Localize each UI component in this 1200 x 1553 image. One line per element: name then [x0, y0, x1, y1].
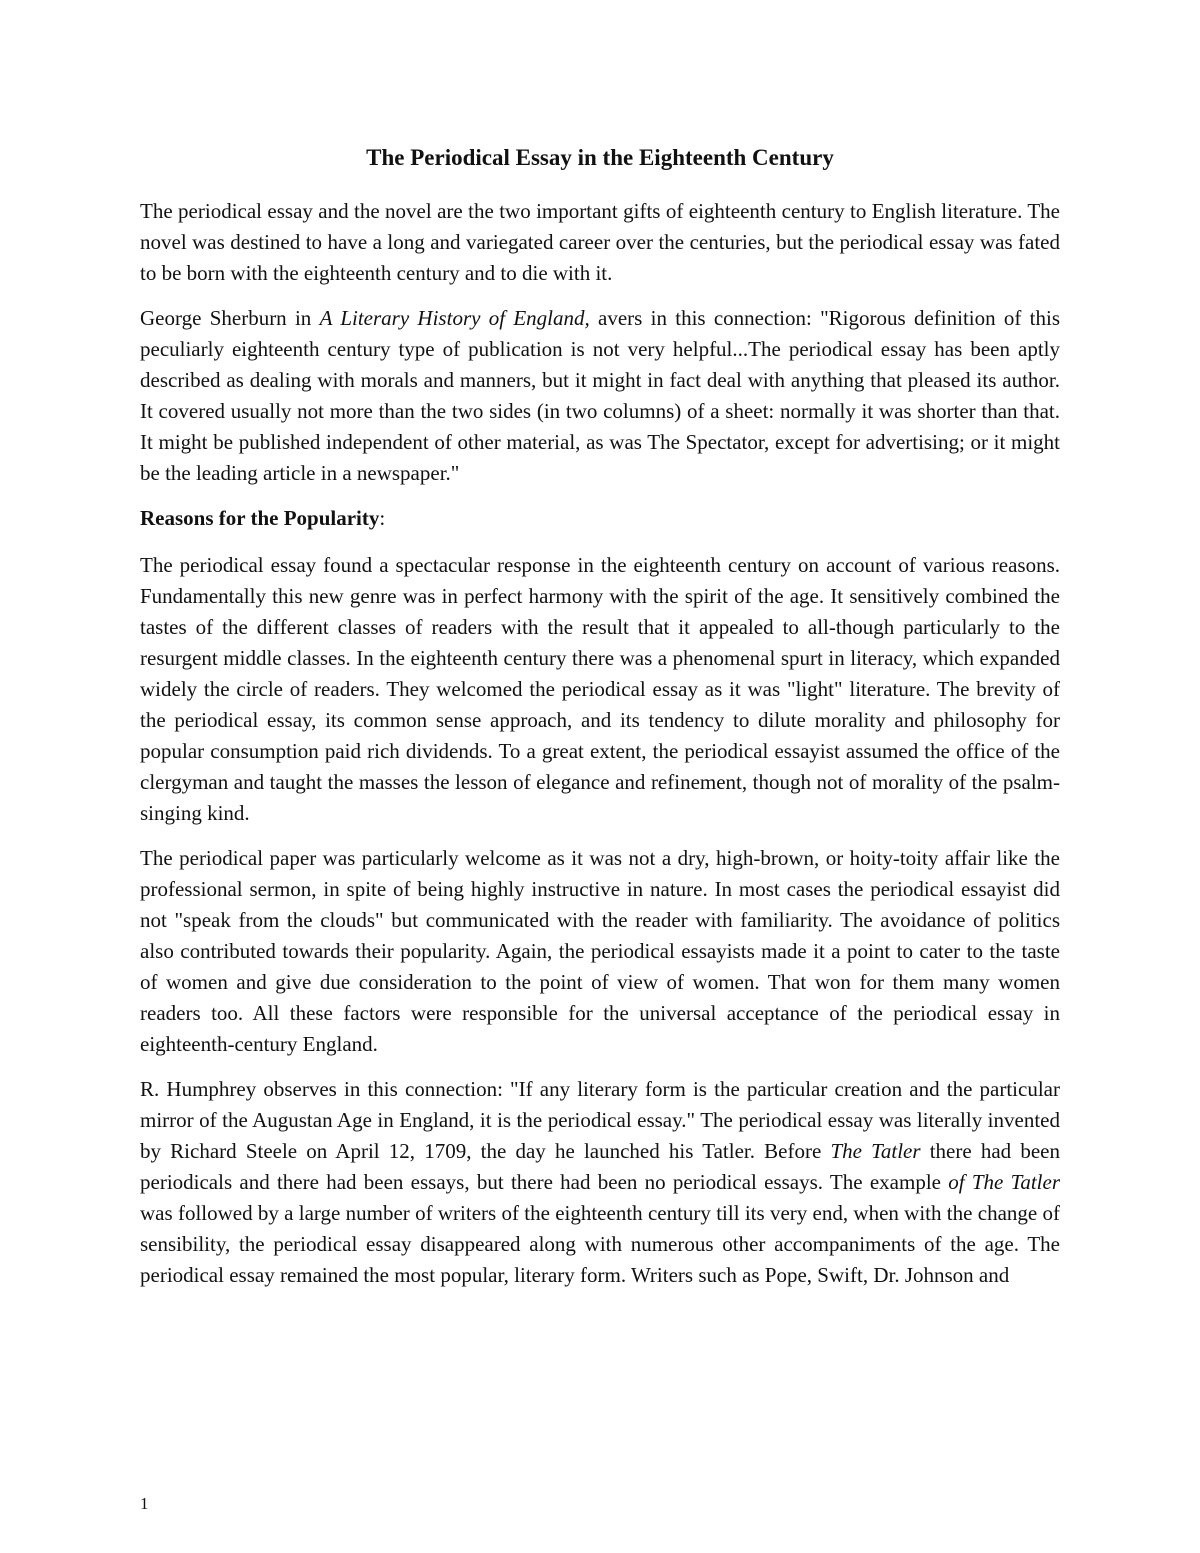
text-run: George Sherburn in	[140, 306, 320, 330]
paragraph-intro: The periodical essay and the novel are the two important gifts of eighteenth century to English literature. The novel was destined to have a long and variegated career over the centuries, but the periodical essay was fated to be born with the eighteenth century and to die with it.	[140, 199, 1060, 285]
section-heading-colon: :	[379, 506, 386, 530]
paragraph-sherburn-quote	[140, 303, 1060, 489]
tatler-italic: of The Tatler	[948, 1170, 1061, 1194]
paragraph-humphrey	[140, 1074, 1060, 1291]
text-run: avers in this connection: "Rigorous definition of this peculiarly eighteenth century type of publication is not very helpful...The periodical essay has been aptly described as dealing with morals and manners, but it might in fact deal with anything that pleased its author. It covered usually not more than the two sides (in two columns) of a sheet: normally it was shorter than that. It might be published independent of other material, as was The Spectator, except for advertising; or it might be the leading article in a newspaper."	[140, 306, 1061, 485]
page-title: The Periodical Essay in the Eighteenth Century	[366, 145, 834, 170]
paragraph-periodical-paper: The periodical paper was particularly welcome as it was not a dry, high-brown, or hoity-toity affair like the professional sermon, in spite of being highly instructive in nature. In most cases the periodical essayist did not "speak from the clouds" but communicated with the reader with familiarity. The avoidance of politics also contributed towards their popularity. Again, the periodical essayists made it a point to cater to the taste of women and give due consideration to the point of view of women. That won for them many women readers too. All these factors were responsible for the universal acceptance of the periodical essay in eighteenth-century England.	[140, 846, 1060, 1056]
tatler-italic: The Tatler	[830, 1139, 921, 1163]
paragraph-reasons: The periodical essay found a spectacular response in the eighteenth century on account of various reasons. Fundamentally this new genre was in perfect harmony with the spirit of the age. It sensitively combined the tastes of the different classes of readers with the result that it appealed to all-though particularly to the resurgent middle classes. In the eighteenth century there was a phenomenal spurt in literacy, which expanded widely the circle of readers. They welcomed the periodical essay as it was "light" literature. The brevity of the periodical essay, its common sense approach, and its tendency to dilute morality and philosophy for popular consumption paid rich dividends. To a great extent, the periodical essayist assumed the office of the clergyman and taught the masses the lesson of elegance and refinement, though not of morality of the psalm-singing kind.	[140, 553, 1060, 825]
section-heading-text: Reasons for the Popularity	[140, 506, 380, 530]
text-run: there had been periodicals and there had been essays, but there had been no periodical essays. The example	[140, 1139, 1060, 1194]
section-heading	[140, 503, 1060, 534]
page-number: 1	[140, 1494, 149, 1513]
text-run: was followed by a large number of writers of the eighteenth century till its very end, when with the change of sensibility, the periodical essay disappeared along with numerous other accompaniments of the age. The periodical essay remained the most popular, literary form. Writers such as Pope, Swift, Dr. Johnson and	[140, 1201, 1060, 1287]
body-text	[140, 196, 1060, 1305]
book-title-italic: A Literary History of England,	[319, 306, 590, 330]
text-run: R. Humphrey observes in this connection: "If any literary form is the particular creation and the particular mirror of the Augustan Age in England, it is the periodical essay." The periodical essay was literally invented by Richard Steele on April 12, 1709, the day he launched his Tatler. Before	[140, 1077, 1060, 1163]
